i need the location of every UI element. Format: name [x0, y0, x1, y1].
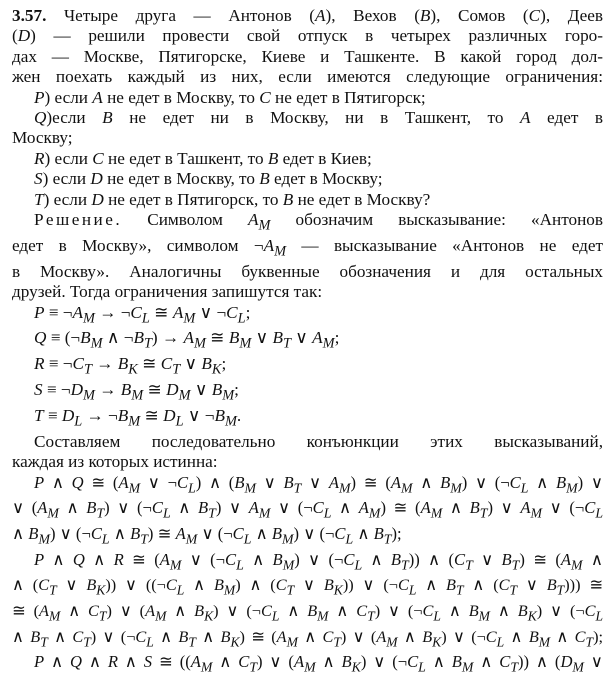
- problem-line-1: [12, 6, 603, 26]
- problem-statement-line: (D) — решили провести свой отпуск в четырех различных горо-: [12, 26, 603, 46]
- formula-q: $Q \equiv (\neg B_M$ ∧ $\neg B_T) \to A_M$ ≅ $B_M$ ∨ $B_T$ ∨ $A_M$;: [34, 328, 340, 352]
- derivation-line: ∨ ($A_M$ ∧ $B_T$) ∨ ($\neg C_L$ ∧ $B_T$) ∨ $A_M$ ∨ ($\neg C_L$ ∧ $A_M$) ≅ ($A_M$ ∧ $B_T$) ∨ $A_M$ ∨ ($\neg C_L$: [12, 498, 603, 521]
- derivation-line: P ∧ Q ∧ R ≅ ($A_M$ ∨ ($\neg C_L$ ∧ $B_M$) ∨ ($\neg C_L$ ∧ $B_T$)) ∧ ($C_T$ ∨ $B_T$) ≅ ($A_M$ ∧: [34, 549, 603, 573]
- solution-heading: Решение.: [34, 210, 123, 230]
- solution-intro-line: [12, 210, 603, 236]
- problem-statement-line: дах — Москве, Пятигорске, Киеве и Ташкенте. В какой город дол-: [12, 46, 603, 66]
- condition-r: R) если C не едет в Ташкент, то B едет в Киев;: [34, 148, 372, 168]
- compose-line: Составляем последовательно конъюнкции этих высказываний,: [34, 431, 603, 451]
- condition-s: S) если D не едет в Москву, то B едет в Москву;: [34, 169, 383, 189]
- formula-r: $R \equiv \neg C_T \to B_K$ ≅ $C_T$ ∨ $B_K$;: [34, 354, 227, 378]
- solution-intro-line: в Москву». Аналогичны буквенные обозначения и для остальных: [12, 261, 603, 281]
- derivation-line: ≅ ($A_M$ ∧ $C_T$) ∨ ($A_M$ ∧ $B_K$) ∨ ($\neg C_L$ ∧ $B_M$ ∧ $C_T$) ∨ ($\neg C_L$ ∧ $B_M$ ∧ $B_K$) ∨ ($\neg C_L$: [12, 601, 603, 624]
- derivation-line: ∧ $B_T$ ∧ $C_T$) ∨ ($\neg C_L$ ∧ $B_T$ ∧ $B_K$) ≅ ($A_M$ ∧ $C_T$) ∨ ($A_M$ ∧ $B_K$) ∨ ($\neg C_L$ ∧ $B_M$ ∧ $C_T$);: [12, 626, 603, 650]
- condition-q-cont: Москву;: [12, 128, 73, 148]
- solution-intro-line: друзей. Тогда ограничения запишутся так:: [12, 282, 323, 302]
- condition-p: P) если A не едет в Москву, то C не едет в Пятигорск;: [34, 87, 426, 107]
- compose-line: каждая из которых истинна:: [12, 452, 218, 472]
- condition-t: T) если D не едет в Пятигорск, то B не едет в Москву?: [34, 189, 431, 209]
- derivation-line: ∧ $B_M$) ∨ ($\neg C_L$ ∧ $B_T$) ≅ $A_M$ ∨ ($\neg C_L$ ∧ $B_M$) ∨ ($\neg C_L$ ∧ $B_T$);: [12, 524, 402, 547]
- solution-intro-line: едет в Москву», символом $\neg A_M$ — высказывание «Антонов не едет: [12, 235, 603, 260]
- problem-number: 3.57.: [12, 6, 47, 25]
- problem-statement-line: жен поехать каждый из них, если имеются следующие ограничения:: [12, 67, 603, 87]
- derivation-line: P ∧ Q ≅ ($A_M$ ∨ $\neg C_L$) ∧ ($B_M$ ∨ $B_T$ ∨ $A_M$) ≅ ($A_M$ ∧ $B_M$) ∨ ($\neg C_L$ ∧ $B_M$) ∨: [34, 472, 603, 495]
- formula-s: $S \equiv \neg D_M \to B_M$ ≅ $D_M$ ∨ $B_M$;: [34, 380, 239, 404]
- condition-q: Q)если B не едет ни в Москву, ни в Ташкент, то A едет в: [34, 108, 603, 128]
- formula-p: $P \equiv \neg A_M$ → $\neg C_L$ ≅ $A_M$ ∨ $\neg C_L$;: [34, 302, 251, 326]
- derivation-line: ∧ ($C_T$ ∨ $B_K$)) ∨ (($\neg C_L$ ∧ $B_M$) ∧ ($C_T$ ∨ $B_K$)) ∨ ($\neg C_L$ ∧ $B_T$ ∧ ($C_T$ ∨ $B_T$))) ≅: [12, 575, 603, 598]
- problem-statement-line: Четыре друга — Антонов (A), Вехов (B), Сомов (C), Деев: [63, 6, 603, 25]
- formula-t: $T \equiv D_L$ → $\neg B_M$ ≅ $D_L$ ∨ $\neg B_M$.: [34, 405, 242, 430]
- derivation-line: P ∧ Q ∧ R ∧ S ≅ (($A_M$ ∧ $C_T$) ∨ ($A_M$ ∧ $B_K$) ∨ ($\neg C_L$ ∧ $B_M$ ∧ $C_T$)) ∧ ($D_M$ ∨: [34, 652, 603, 675]
- solution-intro-text: Символом $A_M$ обозначим высказывание: «Антонов: [147, 210, 603, 234]
